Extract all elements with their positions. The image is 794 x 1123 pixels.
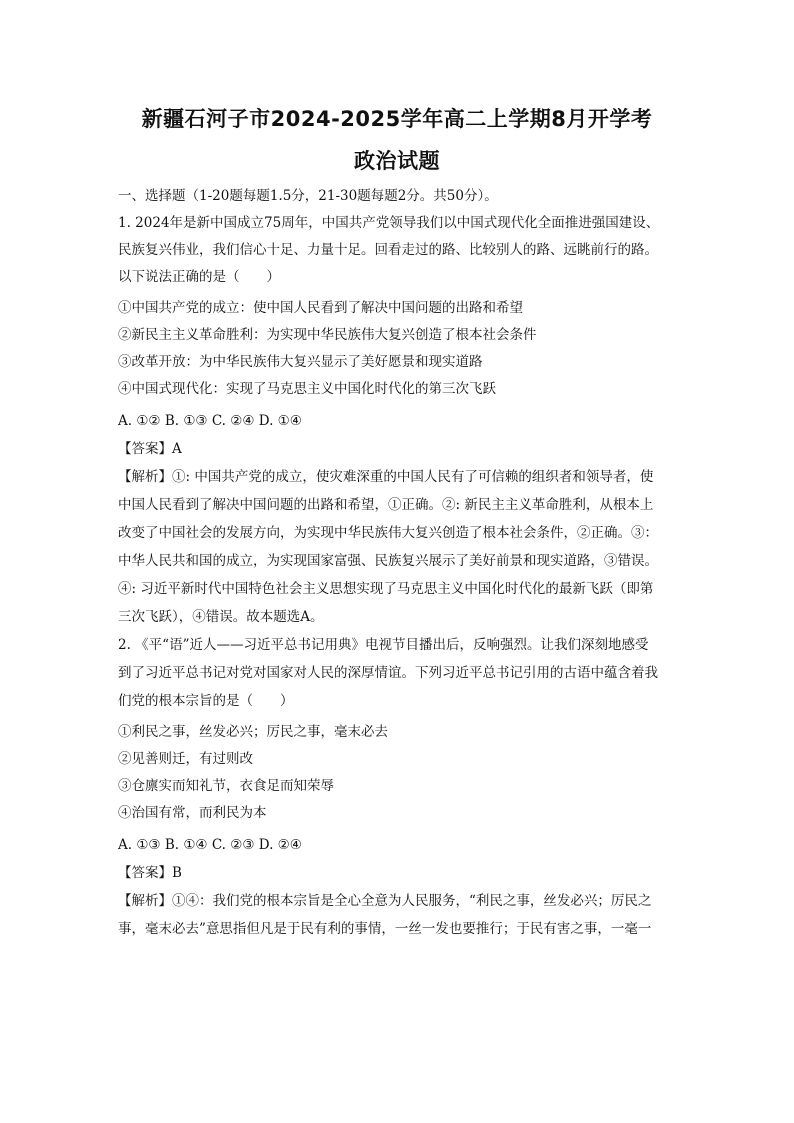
- document-title: 新疆石河子市2024-2025学年高二上学期8月开学考: [141, 107, 653, 131]
- q2-option: ①利民之事，丝发必兴；厉民之事，毫末必去: [118, 724, 388, 740]
- q2-option: ④治国有常，而利民为本: [118, 805, 267, 821]
- q1-stem-line: 民族复兴伟业，我们信心十足、力量十足。回看走过的路、比较别人的路、远眺前行的路。: [118, 242, 658, 258]
- q1-analysis-line: 中国人民看到了解决中国问题的出路和希望，①正确。②: 新民主主义革命胜利，从根本上: [118, 497, 654, 513]
- q1-option: ④中国式现代化：实现了马克思主义中国化时代化的第三次飞跃: [118, 381, 496, 397]
- section-header: 一、选择题（1-20题每题1.5分，21-30题每题2分。共50分）。: [118, 188, 498, 204]
- q1-analysis-line: ④: 习近平新时代中国特色社会主义思想实现了马克思主义中国化时代化的最新飞跃（即第: [118, 581, 654, 597]
- q2-analysis-line: 事，毫末必去”意思指但凡是于民有利的事情，一丝一发也要推行；于民有害之事，一毫一: [118, 921, 652, 937]
- q2-analysis-line: 【解析】①④：我们党的根本宗旨是全心全意为人民服务，“利民之事，丝发必兴；厉民之: [118, 893, 652, 909]
- question-1: [118, 210, 678, 631]
- q1-stem-line: 1. 2024年是新中国成立75周年，中国共产党领导我们以中国式现代化全面推进强国建设、: [118, 215, 660, 231]
- q2-answer: 【答案】B: [118, 865, 182, 881]
- q2-stem-line: 到了习近平总书记对党对国家对人民的深厚情谊。下列习近平总书记引用的古语中蕴含着我: [118, 665, 658, 681]
- question-2: [118, 631, 678, 943]
- document-subtitle: 政治试题: [354, 149, 440, 173]
- q2-option: ②见善则迁，有过则改: [118, 751, 253, 767]
- q1-choices: A. ①② B. ①③ C. ②④ D. ①④: [118, 413, 302, 429]
- q1-analysis-line: 三次飞跃），④错误。故本题选A。: [118, 609, 324, 625]
- q1-analysis-line: 中华人民共和国的成立，为实现国家富强、民族复兴展示了美好前景和现实道路，③错误。: [118, 553, 658, 569]
- q2-option: ③仓廪实而知礼节，衣食足而知荣辱: [118, 778, 334, 794]
- document-body: [118, 183, 678, 943]
- q2-choices: A. ①③ B. ①④ C. ②③ D. ②④: [118, 837, 302, 853]
- q1-answer: 【答案】A: [118, 441, 182, 457]
- q1-option: ②新民主主义革命胜利：为实现中华民族伟大复兴创造了根本社会条件: [118, 327, 537, 343]
- q1-analysis-line: 【解析】①: 中国共产党的成立，使灾难深重的中国人民有了可信赖的组织者和领导者，使: [118, 469, 654, 485]
- q1-analysis-line: 改变了中国社会的发展方向，为实现中华民族伟大复兴创造了根本社会条件，②正确。③：: [118, 525, 658, 541]
- q1-option: ①中国共产党的成立：使中国人民看到了解决中国问题的出路和希望: [118, 300, 523, 316]
- q1-stem-line: 以下说法正确的是（ ）: [118, 269, 280, 285]
- q1-option: ③改革开放：为中华民族伟大复兴显示了美好愿景和现实道路: [118, 354, 483, 370]
- q2-stem-line: 2. 《平“语”近人——习近平总书记用典》电视节目播出后，反响强烈。让我们深刻地感受: [118, 637, 649, 653]
- q2-stem-line: 们党的根本宗旨的是（ ）: [118, 693, 294, 709]
